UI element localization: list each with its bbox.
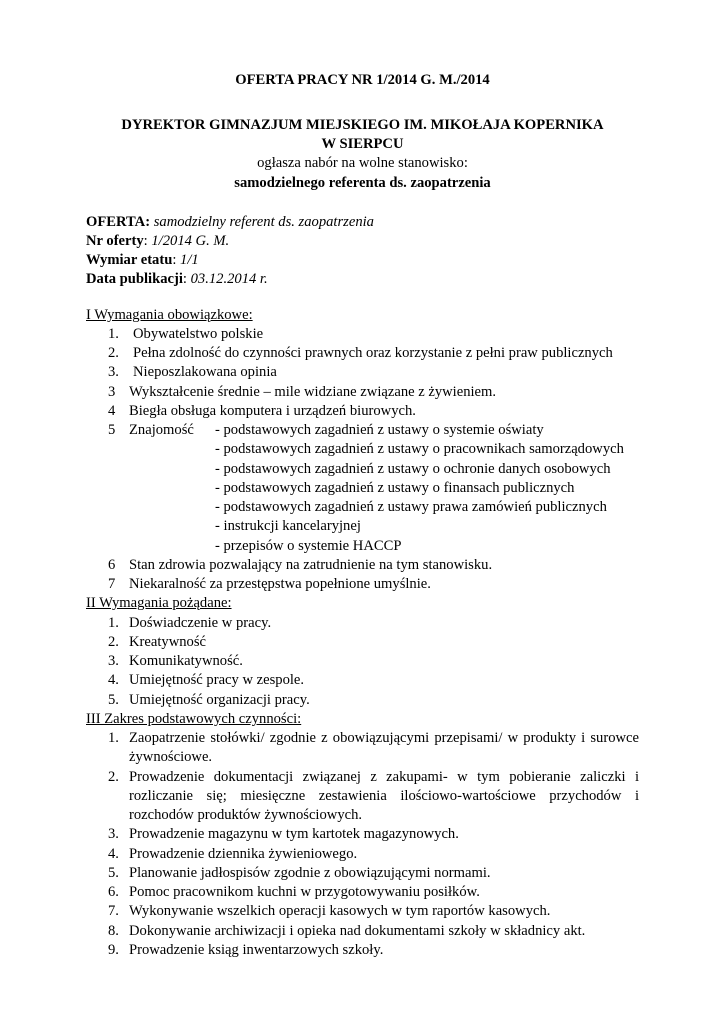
list-item: Prowadzenie dokumentacji związanej z zakupami- w tym pobieranie zaliczki i [129, 769, 639, 785]
list-number: 3. [108, 364, 119, 380]
offer-number-line [86, 232, 229, 251]
list-number: 5. [108, 692, 119, 708]
list-item: Niekaralność za przestępstwa popełnione umyślnie. [129, 576, 431, 592]
list-number: 5. [108, 865, 119, 881]
list-item-continuation: żywnościowe. [129, 749, 213, 765]
list-item: Znajomość [129, 422, 194, 438]
list-number: 7 [108, 576, 116, 592]
list-number: 5 [108, 422, 116, 438]
list-item: Prowadzenie dziennika żywieniowego. [129, 846, 358, 862]
knowledge-item: - przepisów o systemie HACCP [215, 538, 402, 554]
list-number: 4. [108, 672, 119, 688]
director-line-2: W SIERPCU [321, 136, 404, 152]
position-title: samodzielnego referenta ds. zaopatrzenia [234, 175, 491, 191]
offer-line [86, 213, 374, 232]
section-3-heading: III Zakres podstawowych czynności: [86, 711, 302, 727]
list-item: Kreatywność [129, 634, 206, 650]
director-line-1: DYREKTOR GIMNAZJUM MIEJSKIEGO IM. MIKOŁAJA KOPERNIKA [121, 117, 604, 133]
list-item: Planowanie jadłospisów zgodnie z obowiązującymi normami. [129, 865, 491, 881]
publish-date-label: Data publikacji [86, 271, 183, 287]
list-item: Umiejętność pracy w zespole. [129, 672, 305, 688]
list-number: 3 [108, 384, 116, 400]
knowledge-item: - instrukcji kancelaryjnej [215, 518, 361, 534]
list-item-continuation: rozliczanie się; miesięczne zestawienia ilościowo-wartościowe przychodów i [129, 788, 639, 804]
list-item: Dokonywanie archiwizacji i opieka nad dokumentami szkoły w składnicy akt. [129, 923, 586, 939]
list-item: Prowadzenie magazynu w tym kartotek magazynowych. [129, 826, 459, 842]
list-number: 2. [108, 769, 119, 785]
offer-number-label: Nr oferty [86, 233, 144, 249]
section-2-heading: II Wymagania pożądane: [86, 595, 232, 611]
knowledge-item: - podstawowych zagadnień z ustawy o ochronie danych osobowych [215, 461, 611, 477]
publish-date-value: 03.12.2014 r. [190, 271, 268, 287]
list-item: Wykonywanie wszelkich operacji kasowych w tym raportów kasowych. [129, 903, 551, 919]
knowledge-item: - podstawowych zagadnień z ustawy prawa zamówień publicznych [215, 499, 607, 515]
list-item: Doświadczenie w pracy. [129, 615, 272, 631]
list-number: 8. [108, 923, 119, 939]
knowledge-item: - podstawowych zagadnień z ustawy o pracownikach samorządowych [215, 441, 624, 457]
list-number: 4. [108, 846, 119, 862]
list-item: Wykształcenie średnie – mile widziane związane z żywieniem. [129, 384, 497, 400]
list-number: 2. [108, 345, 119, 361]
document-title: OFERTA PRACY NR 1/2014 G. M./2014 [235, 72, 490, 88]
list-number: 6 [108, 557, 116, 573]
list-item: Zaopatrzenie stołówki/ zgodnie z obowiązującymi przepisami/ w produkty i surowce [129, 730, 639, 746]
colon: : [182, 271, 191, 287]
list-item: Komunikatywność. [129, 653, 243, 669]
list-number: 1. [108, 615, 119, 631]
announcement: ogłasza nabór na wolne stanowisko: [257, 155, 468, 171]
list-item: Pomoc pracownikom kuchni w przygotowywaniu posiłków. [129, 884, 480, 900]
section-1-heading: I Wymagania obowiązkowe: [86, 307, 253, 323]
list-number: 3. [108, 653, 119, 669]
list-number: 2. [108, 634, 119, 650]
colon: : [143, 233, 152, 249]
list-item: Obywatelstwo polskie [133, 326, 264, 342]
list-item: Stan zdrowia pozwalający na zatrudnienie na tym stanowisku. [129, 557, 493, 573]
list-number: 9. [108, 942, 119, 958]
colon: : [172, 252, 181, 268]
list-item: Nieposzlakowana opinia [133, 364, 277, 380]
work-time-label: Wymiar etatu [86, 252, 173, 268]
list-item-continuation: rozchodów produktów żywnościowych. [129, 807, 363, 823]
offer-value: samodzielny referent ds. zaopatrzenia [150, 214, 374, 230]
list-item: Umiejętność organizacji pracy. [129, 692, 310, 708]
list-number: 7. [108, 903, 119, 919]
list-item: Pełna zdolność do czynności prawnych oraz korzystanie z pełni praw publicznych [133, 345, 613, 361]
knowledge-item: - podstawowych zagadnień z ustawy o systemie oświaty [215, 422, 544, 438]
work-time-line [86, 251, 199, 270]
list-number: 6. [108, 884, 119, 900]
list-item: Prowadzenie ksiąg inwentarzowych szkoły. [129, 942, 384, 958]
list-item: Biegła obsługa komputera i urządzeń biurowych. [129, 403, 416, 419]
work-time-value: 1/1 [180, 252, 199, 268]
list-number: 4 [108, 403, 116, 419]
knowledge-item: - podstawowych zagadnień z ustawy o finansach publicznych [215, 480, 575, 496]
list-number: 1. [108, 326, 119, 342]
list-number: 1. [108, 730, 119, 746]
list-number: 3. [108, 826, 119, 842]
offer-label: OFERTA: [86, 214, 151, 230]
publish-date-line [86, 270, 268, 289]
offer-number-value: 1/2014 G. M. [151, 233, 230, 249]
